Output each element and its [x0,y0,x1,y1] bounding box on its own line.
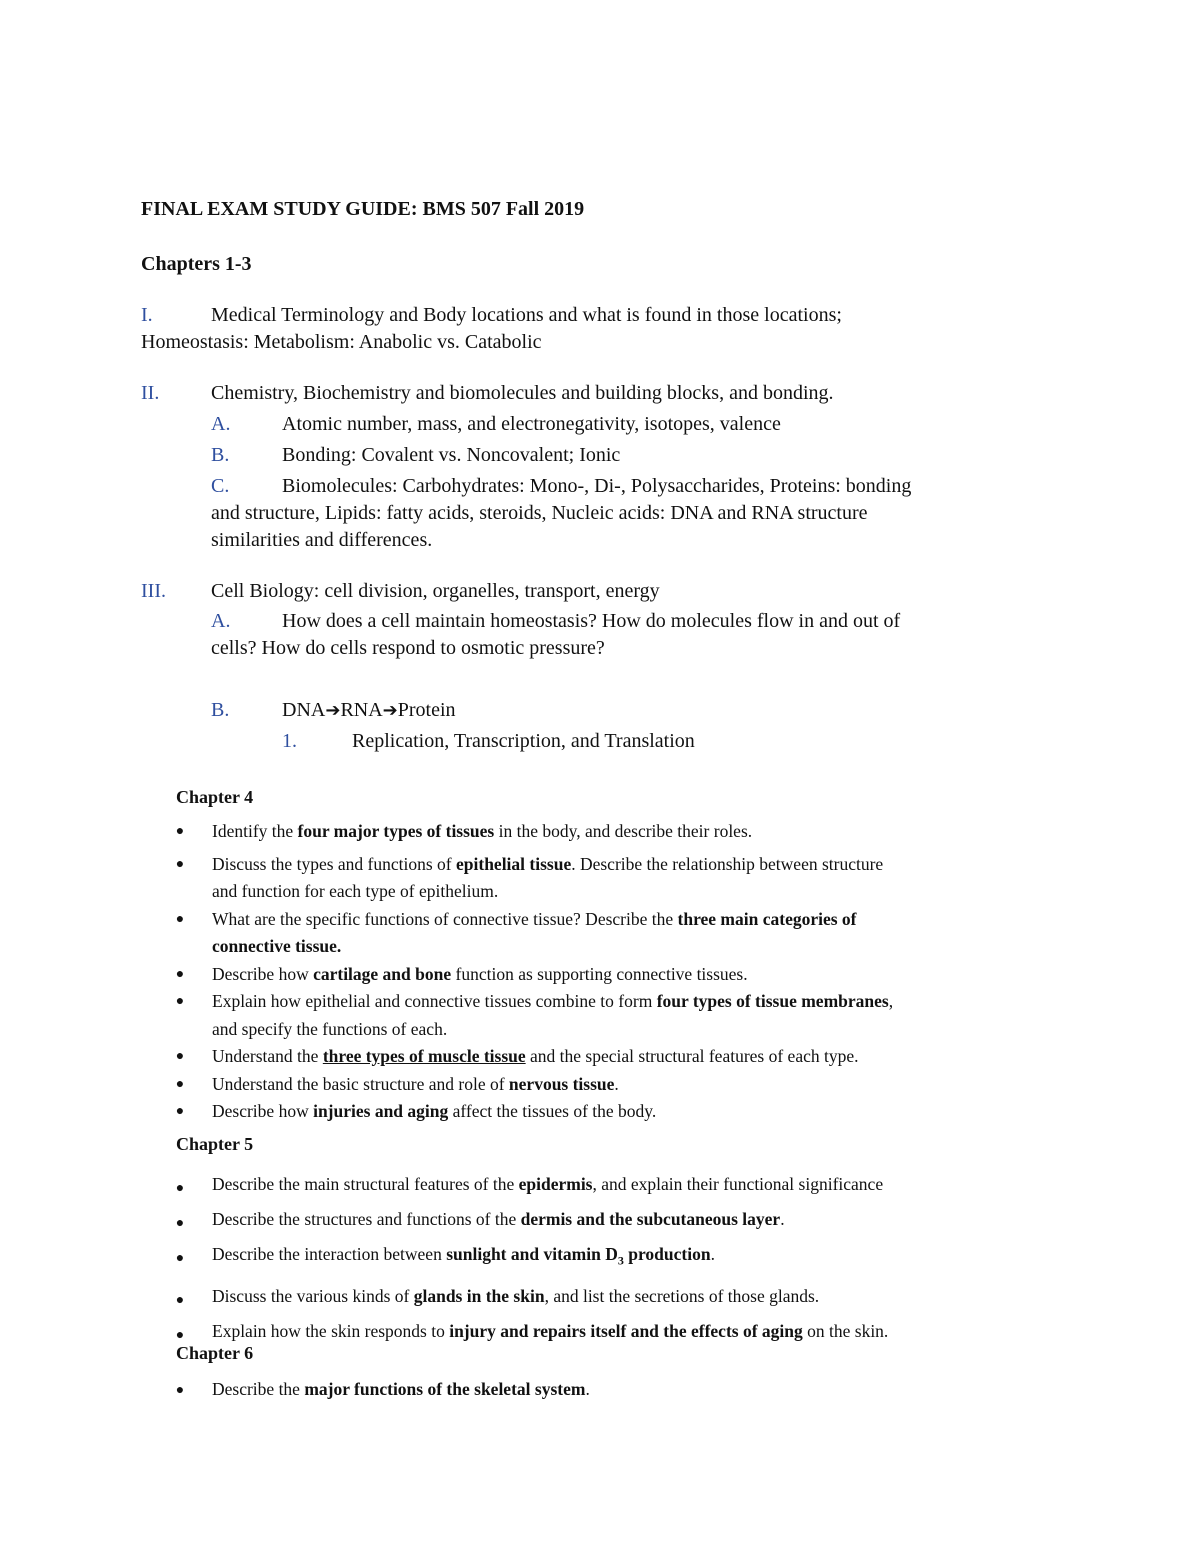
bullet-icon: ● [175,1383,185,1398]
list-item: ● Describe how cartilage and bone function as supporting connective tissues. [175,961,1075,989]
outline-marker-III-A: A. [211,610,231,632]
list-item: ● What are the specific functions of connective tissue? Describe the three main categories of connective tissue. [175,906,1075,961]
bullet-icon: ● [175,1076,185,1092]
outline-text-III-A: How does a cell maintain homeostasis? How do molecules flow in and out of [282,610,901,632]
list-item: ● Describe the main structural features of the epidermis, and explain their functional significance [175,1167,1075,1202]
outline-marker-III: III. [141,580,166,602]
bullet-icon: ● [175,1292,185,1308]
chapter-5-heading: Chapter 5 [176,1134,254,1154]
list-item: ● Describe the major functions of the skeletal system. [175,1374,1075,1404]
list-item: ● Explain how epithelial and connective tissues combine to form four types of tissue membranes, and specify the functions of each. [175,988,1075,1043]
bullet-icon: ● [175,994,185,1009]
outline-text-III-A-cont: cells? How do cells respond to osmotic pressure? [211,637,605,659]
arrow-right-icon: ➔ [325,700,341,721]
list-item: ● Understand the three types of muscle tissue and the special structural features of each type. [175,1043,1075,1071]
list-item: ● Describe the structures and functions of the dermis and the subcutaneous layer. [175,1202,1075,1237]
bullet-icon: ● [175,1327,185,1343]
bullet-icon: ● [175,1104,185,1119]
outline-marker-III-B-1: 1. [282,730,297,752]
list-item: ● Describe the interaction between sunlight and vitamin $D_3$ production. [175,1237,1075,1279]
bullet-icon: ● [175,824,185,839]
list-item: ● Discuss the various kinds of glands in the skin, and list the secretions of those glands. [175,1279,1075,1314]
outline-marker-II: II. [141,382,160,404]
outline-text-II: Chemistry, Biochemistry and biomolecules and building blocks, and bonding. [211,382,834,404]
bullet-icon: ● [175,1251,185,1266]
outline-text-III: Cell Biology: cell division, organelles, transport, energy [211,580,660,602]
bullet-icon: ● [175,911,185,927]
bullet-icon: ● [175,1181,185,1196]
bullet-icon: ● [175,966,185,982]
list-item: ● Understand the basic structure and role of nervous tissue. [175,1071,1075,1099]
outline-marker-II-B: B. [211,444,230,466]
chapter-5-list [175,1167,1075,1349]
outline-marker-III-B: B. [211,699,230,721]
bullet-icon: ● [175,856,185,872]
section-heading-chapters-1-3: Chapters 1-3 [141,253,252,275]
outline-marker-I: I. [141,304,153,326]
document-title: FINAL EXAM STUDY GUIDE: BMS 507 Fall 2019 [141,198,585,220]
protein-label: Protein [397,699,456,721]
chapter-4-heading: Chapter 4 [176,787,254,807]
outline-text-II-A: Atomic number, mass, and electronegativity, isotopes, valence [282,413,781,435]
list-item: ● Describe how injuries and aging affect the tissues of the body. [175,1098,1075,1126]
dna-label: DNA [282,699,326,721]
bullet-icon: ● [175,1049,185,1064]
arrow-right-icon: ➔ [382,700,398,721]
outline-text-III-B [282,697,456,724]
outline-text-I-cont: Homeostasis: Metabolism: Anabolic vs. Catabolic [141,331,542,353]
chapter-6-list [175,1374,1075,1404]
outline-text-II-C-cont1: and structure, Lipids: fatty acids, steroids, Nucleic acids: DNA and RNA structure [211,502,868,524]
outline-text-II-C-cont2: similarities and differences. [211,529,433,551]
outline-marker-II-C: C. [211,475,230,497]
chapter-6-heading: Chapter 6 [176,1343,254,1363]
outline-marker-II-A: A. [211,413,231,435]
outline-text-I: Medical Terminology and Body locations and what is found in those locations; [211,304,842,326]
outline-text-II-C: Biomolecules: Carbohydrates: Mono-, Di-, Polysaccharides, Proteins: bonding [282,475,912,497]
bullet-icon: ● [175,1216,185,1231]
outline-text-II-B: Bonding: Covalent vs. Noncovalent; Ionic [282,444,621,466]
rna-label: RNA [340,699,383,721]
chapter-4-list [175,818,1075,1126]
outline-text-III-B-1: Replication, Transcription, and Translation [352,730,695,752]
list-item: ● Explain how the skin responds to injury and repairs itself and the effects of aging on the skin. [175,1314,1075,1349]
list-item: ● Discuss the types and functions of epithelial tissue. Describe the relationship between structure and function for each type of epithelium. [175,851,1075,906]
list-item: ● Identify the four major types of tissues in the body, and describe their roles. [175,818,1075,846]
